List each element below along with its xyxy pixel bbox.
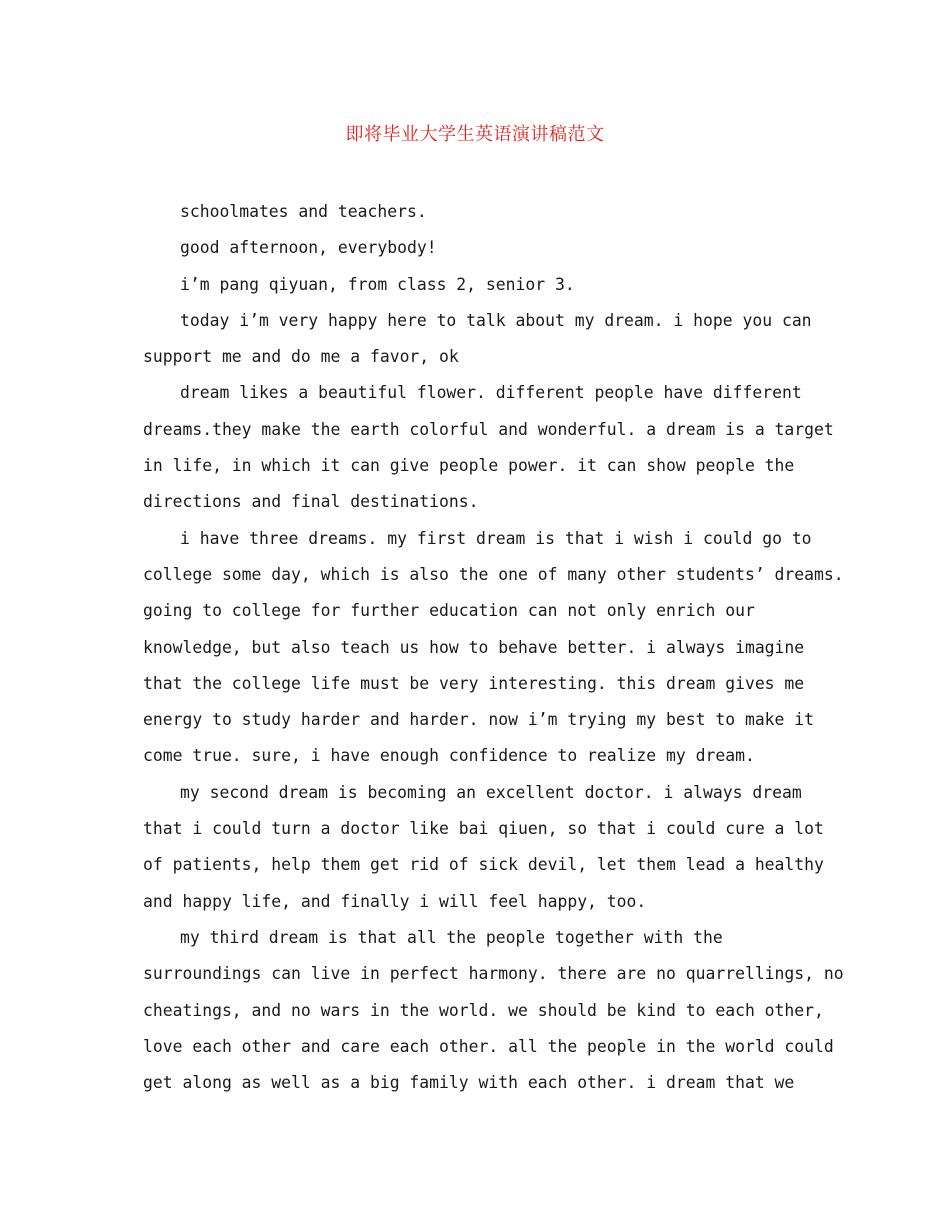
- body-line: of patients, help them get rid of sick devil, let them lead a healthy: [143, 855, 824, 875]
- body-line: cheatings, and no wars in the world. we should be kind to each other,: [143, 1000, 824, 1020]
- document-body: [143, 194, 844, 1101]
- body-line: get along as well as a big family with each other. i dream that we: [143, 1073, 795, 1093]
- body-line: in life, in which it can give people power. it can show people the: [143, 456, 795, 476]
- body-line: love each other and care each other. all the people in the world could: [143, 1036, 834, 1056]
- body-line: good afternoon, everybody!: [180, 238, 437, 258]
- body-line: i have three dreams. my first dream is that i wish i could go to: [180, 528, 812, 548]
- body-line: schoolmates and teachers.: [180, 202, 427, 221]
- body-line: surroundings can live in perfect harmony. there are no quarrellings, no: [143, 964, 844, 984]
- body-line: support me and do me a favor, ok: [143, 347, 459, 367]
- body-line: that i could turn a doctor like bai qiuen, so that i could cure a lot: [143, 819, 824, 839]
- body-line: my second dream is becoming an excellent doctor. i always dream: [180, 782, 802, 802]
- body-line: my third dream is that all the people together with the: [180, 927, 723, 947]
- body-line: college some day, which is also the one of many other students’ dreams.: [143, 564, 844, 584]
- body-line: and happy life, and finally i will feel happy, too.: [143, 891, 647, 911]
- body-line: dreams.they make the earth colorful and wonderful. a dream is a target: [143, 419, 834, 439]
- body-line: dream likes a beautiful flower. different people have different: [180, 383, 802, 403]
- body-line: come true. sure, i have enough confidence to realize my dream.: [143, 746, 755, 766]
- body-line: going to college for further education can not only enrich our: [143, 601, 755, 621]
- body-line: knowledge, but also teach us how to behave better. i always imagine: [143, 637, 805, 657]
- document-title: 即将毕业大学生英语演讲稿范文: [345, 124, 605, 145]
- body-line: that the college life must be very interesting. this dream gives me: [143, 673, 805, 693]
- body-line: i’m pang qiyuan, from class 2, senior 3.: [180, 274, 575, 294]
- body-line: energy to study harder and harder. now i’m trying my best to make it: [143, 710, 815, 730]
- body-line: directions and final destinations.: [143, 492, 479, 512]
- body-line: today i’m very happy here to talk about my dream. i hope you can: [180, 310, 812, 330]
